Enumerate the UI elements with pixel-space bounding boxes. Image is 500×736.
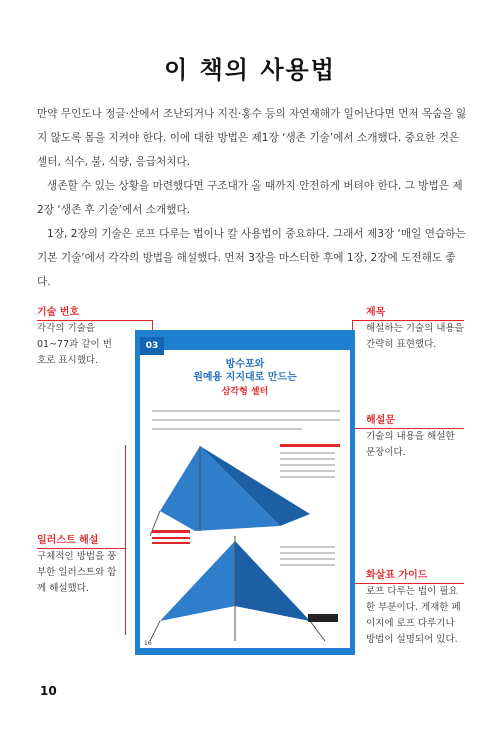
connector-line [37, 548, 125, 549]
annotation-skill-no: 기술 번호 각각의 기술을 01~77과 같이 번호로 표시했다. [37, 307, 112, 366]
annotation-heading: 제목 해설하는 기술의 내용을 간략히 표현했다. [366, 307, 464, 350]
callout-line [280, 558, 335, 560]
connector-line [366, 583, 464, 584]
callout-line [152, 530, 190, 533]
callout-line [280, 458, 335, 460]
callout-line [280, 452, 335, 454]
callout-line [280, 444, 340, 447]
paragraph-2: 생존할 수 있는 상황을 마련했다면 구조대가 올 때까지 안전하게 버텨야 한다. 그 방법은 제2장 ‘생존 후 기술’에서 소개했다. [37, 180, 463, 216]
callout-line [152, 537, 190, 539]
callout-line [280, 476, 335, 478]
sample-subtitle: 삼각형 셸터 [221, 387, 269, 397]
sample-text-line [152, 410, 340, 412]
callout-line [280, 564, 335, 566]
annotation-illust: 일러스트 해설 구체적인 방법을 풍부한 일러스트와 함께 해설했다. [37, 535, 117, 594]
connector-line [125, 445, 126, 635]
callout-line [152, 542, 190, 544]
callout-line [280, 546, 335, 548]
connector-line [37, 320, 152, 321]
paragraph-1: 만약 무인도나 정글·산에서 조난되거나 지진·홍수 등의 자연재해가 일어난다면 먼저 목숨을 잃지 않도록 몸을 지켜야 한다. 이에 대한 방법은 제1장 ‘생존 기술’에서 소개했다. 중요한 것은 셸터, 식수, 불, 식량, 응급처치다. [37, 108, 467, 168]
tarp-illustration [140, 436, 350, 648]
callout-line [280, 464, 335, 466]
sample-text-line [152, 419, 340, 421]
arrow-guide-badge [308, 614, 338, 622]
connector-line [352, 428, 464, 429]
skill-number-badge: 03 [140, 337, 164, 355]
paragraph-3: 1장, 2장의 기술은 로프 다루는 법이나 칼 사용법이 중요하다. 그래서 제3장 ‘매일 연습하는 기본 기술’에서 각각의 방법을 해설했다. 먼저 3장을 마스터한 후에 1장, 2장에 도전해도 좋다. [37, 228, 466, 288]
connector-line [352, 320, 464, 321]
guy-line [150, 621, 160, 641]
callout-line [280, 470, 335, 472]
sample-text-line [152, 428, 302, 430]
sample-title: 방수포와 원예용 지지대로 만드는 [193, 359, 297, 383]
annotation-arrow: 화살표 가이드 로프 다루는 법이 필요한 부분이다. 게재한 페이지에 로프 다루기나 방법이 설명되어 있다. [366, 570, 461, 645]
guy-line [310, 621, 325, 641]
sample-page-number: 16 [144, 640, 152, 647]
page-title: 이 책의 사용법 [164, 56, 336, 84]
page-number: 10 [40, 684, 57, 698]
intro-text [37, 102, 467, 294]
callout-line [280, 552, 335, 554]
annotation-explain: 해설문 기술의 내용을 해설한 문장이다. [366, 415, 455, 458]
